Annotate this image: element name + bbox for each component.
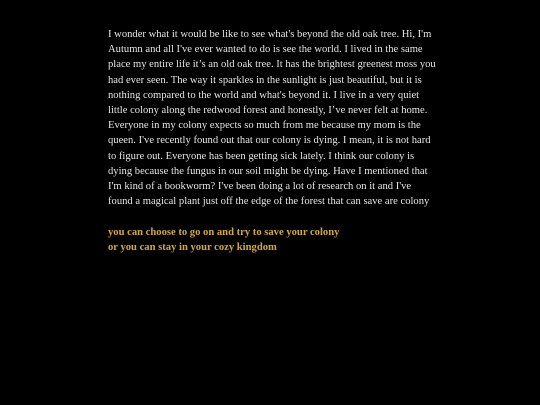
choice-stay-kingdom-link[interactable]: or you can stay in your cozy kingdom bbox=[108, 242, 277, 254]
choice-list bbox=[108, 225, 436, 255]
choice-save-colony-link[interactable]: you can choose to go on and try to save your colony bbox=[108, 227, 340, 238]
story-passage: I wonder what it would be like to see what's beyond the old oak tree. Hi, I'm Autumn and all I've ever wanted to do is see the world. I lived in the same place my entire life it’s an old oak tree. It has the brightest greenest moss you had ever seen. The way it sparkles in the sunlight is just beautiful, but it is nothing compared to the world and what's beyond it. I live in a very quiet little colony along the redwood forest and honestly, I’ve never felt at home. Everyone in my colony expects so much from me because my mom is the queen. I've recently found out that our colony is dying. I mean, it is not hard to figure out. Everyone has been getting sick lately. I think our colony is dying because the fungus in our soil might be dying. Have I mentioned that I'm kind of a bookworm? I've been doing a lot of research on it and I've found a magical plant just off the edge of the forest that can save are colony bbox=[108, 29, 436, 208]
